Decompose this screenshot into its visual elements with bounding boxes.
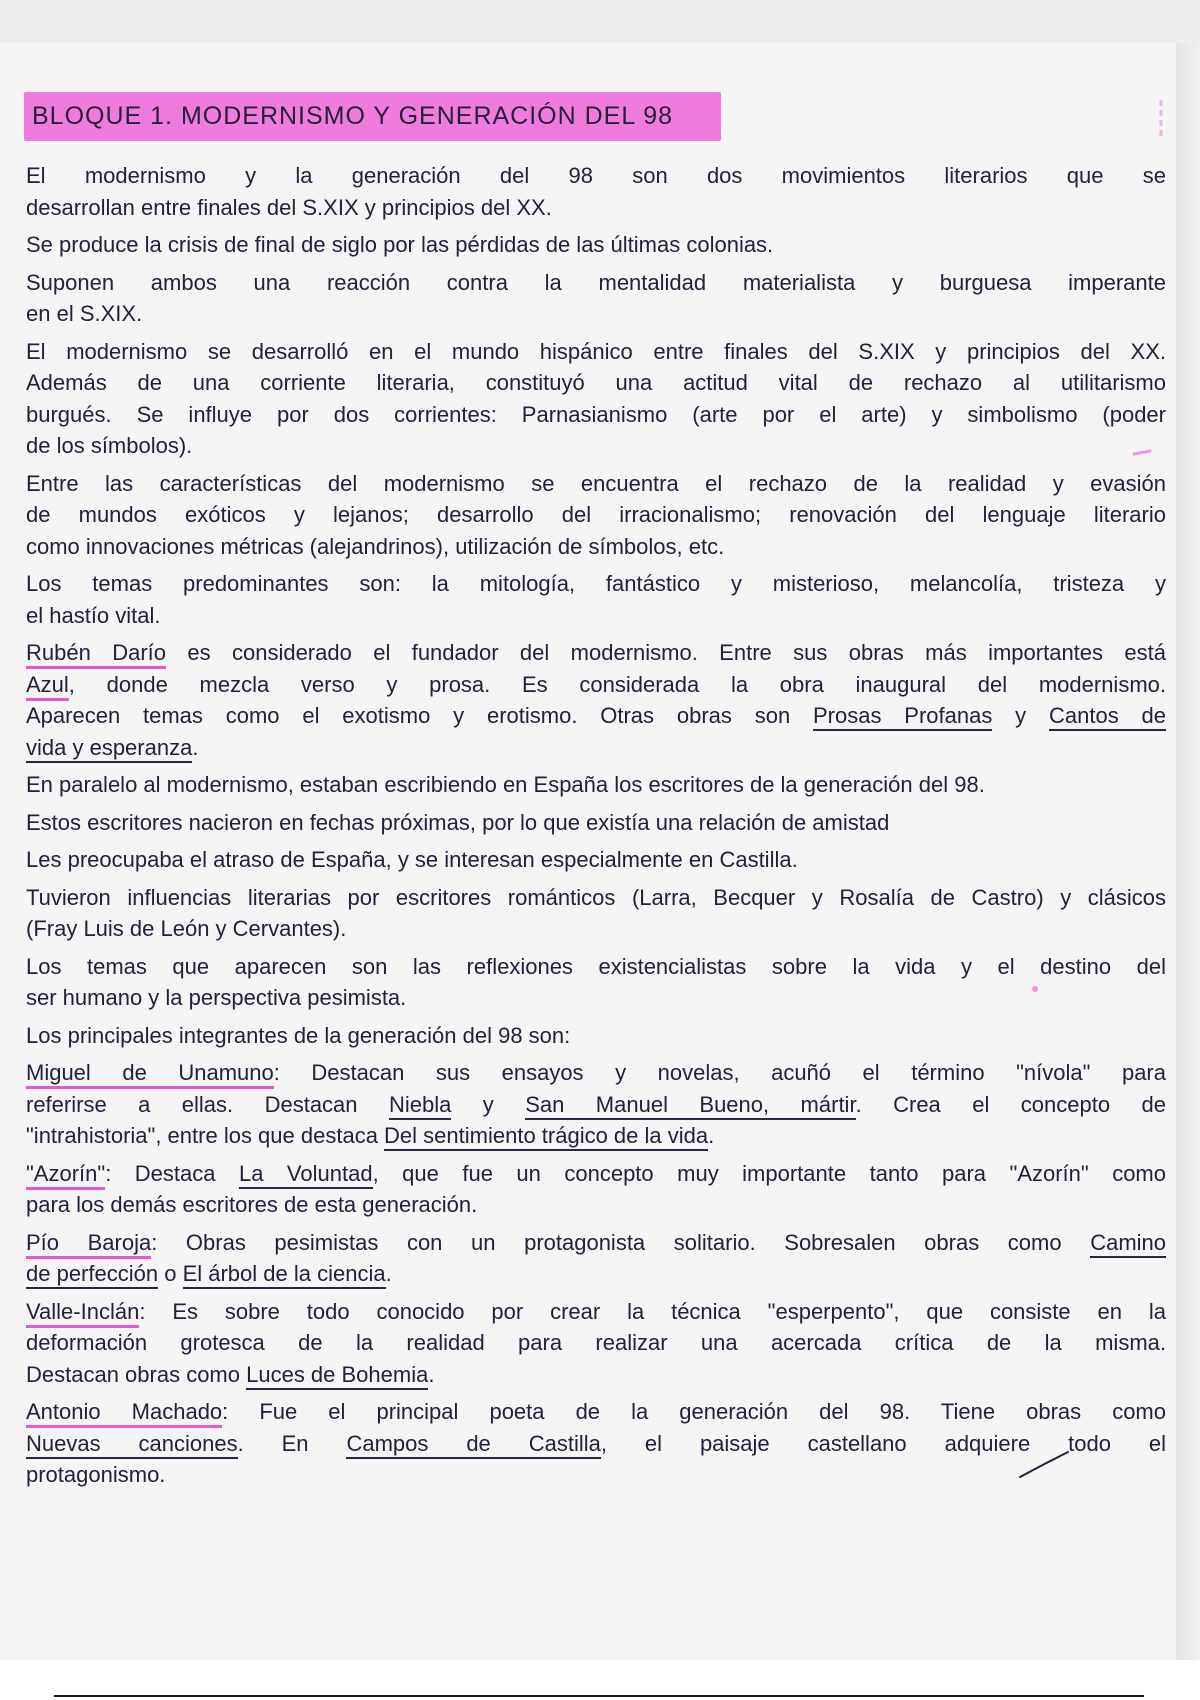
work-title: Cantos de: [1049, 703, 1166, 731]
author-name: Rubén Darío: [26, 640, 166, 669]
text-run: : Destacan sus ensayos y novelas, acuñó el término "nívola" para: [273, 1060, 1166, 1085]
text-run: o: [158, 1261, 183, 1286]
text-line: [26, 229, 1166, 261]
text-run: en el S.XIX.: [26, 301, 143, 326]
text-line: [26, 367, 1166, 399]
text-line: [26, 637, 1166, 669]
text-line: [26, 982, 1166, 1014]
text-run: Aparecen temas como el exotismo y erotismo. Otras obras son: [26, 703, 813, 728]
paragraph: [26, 637, 1166, 763]
text-line: [26, 298, 1166, 330]
text-run: Además de una corriente literaria, constituyó una actitud vital de rechazo al utilitarismo: [26, 370, 1166, 395]
text-run: Entre las características del modernismo se encuentra el rechazo de la realidad y evasión: [26, 470, 1166, 496]
section-title-highlight: [24, 92, 721, 141]
text-run: En paralelo al modernismo, estaban escribiendo en España los escritores de la generación del 98.: [26, 772, 985, 797]
work-title: Nuevas canciones: [26, 1431, 238, 1459]
text-line: [26, 1089, 1166, 1121]
text-run: : Obras pesimistas con un protagonista solitario. Sobresalen obras como: [151, 1229, 1091, 1255]
work-title: Luces de Bohemia: [246, 1362, 428, 1390]
text-run: burgués. Se influye por dos corrientes: Parnasianismo (arte por el arte) y simbolismo (poder: [26, 401, 1166, 427]
text-run: , donde mezcla verso y prosa. Es considerada la obra inaugural del modernismo.: [68, 671, 1166, 697]
text-line: [26, 882, 1166, 914]
text-line: [26, 732, 1166, 764]
text-line: [26, 1459, 1166, 1491]
paragraph: [26, 844, 1166, 876]
text-line: [26, 913, 1166, 945]
text-run: el hastío vital.: [26, 602, 161, 628]
paragraph: [26, 882, 1166, 945]
text-run: referirse a ellas. Destacan: [26, 1091, 389, 1117]
text-run: .: [192, 734, 199, 760]
paragraph: [26, 1227, 1166, 1290]
paragraph: [26, 769, 1166, 801]
text-line: [26, 499, 1166, 531]
text-line: [26, 430, 1166, 462]
work-title: El árbol de la ciencia: [183, 1261, 386, 1289]
text-run: y: [451, 1091, 526, 1117]
work-title: Niebla: [389, 1092, 451, 1120]
paragraph: [26, 468, 1166, 563]
notes-body: [26, 160, 1166, 1491]
text-line: [26, 468, 1166, 500]
text-run: El modernismo se desarrolló en el mundo hispánico entre finales del S.XIX y principios del XX.: [26, 338, 1166, 364]
text-run: El modernismo y la generación del 98 son dos movimientos literarios que se: [26, 163, 1166, 188]
text-line: [26, 844, 1166, 876]
text-run: Estos escritores nacieron en fechas próximas, por lo que existía una relación de amistad: [26, 809, 890, 835]
text-line: [26, 1296, 1166, 1328]
work-title: Prosas Profanas: [813, 703, 992, 731]
text-run: deformación grotesca de la realidad para realizar una acercada crítica de la misma.: [26, 1330, 1166, 1355]
paragraph: [26, 807, 1166, 839]
text-line: [26, 336, 1166, 368]
author-name: Pío Baroja: [26, 1230, 151, 1259]
text-run: para los demás escritores de esta generación.: [26, 1192, 478, 1217]
text-line: [26, 1258, 1166, 1290]
text-run: : Fue el principal poeta de la generación del 98. Tiene obras como: [222, 1399, 1166, 1424]
paragraph: [26, 1296, 1166, 1391]
work-title: San Manuel Bueno, mártir: [525, 1092, 855, 1120]
text-run: : Es sobre todo conocido por crear la técnica "esperpento", que consiste en la: [139, 1298, 1166, 1324]
text-line: [26, 700, 1166, 732]
work-title: vida y esperanza: [26, 735, 192, 763]
text-run: .: [708, 1123, 715, 1148]
text-line: [26, 531, 1166, 563]
text-run: de los símbolos).: [26, 433, 193, 458]
text-run: Los temas predominantes son: la mitología, fantástico y misterioso, melancolía, tristeza y: [26, 571, 1166, 596]
text-run: "intrahistoria", entre los que destaca: [26, 1123, 385, 1148]
text-line: [26, 1396, 1166, 1428]
work-title: de perfección: [26, 1261, 158, 1289]
text-run: Destacan obras como: [26, 1361, 247, 1387]
text-run: desarrollan entre finales del S.XIX y principios del XX.: [26, 194, 552, 220]
text-run: y: [992, 703, 1049, 728]
text-line: [26, 1359, 1166, 1391]
work-title: Del sentimiento trágico de la vida: [384, 1123, 708, 1151]
paragraph: [26, 1057, 1166, 1152]
text-run: .: [428, 1361, 435, 1387]
work-title: Camino: [1090, 1230, 1166, 1258]
text-run: protagonismo.: [26, 1462, 166, 1487]
text-line: [26, 1428, 1166, 1460]
text-run: .: [385, 1261, 392, 1286]
text-line: [26, 1227, 1166, 1259]
text-run: . En: [237, 1430, 347, 1456]
author-name: Valle-Inclán: [26, 1299, 139, 1328]
text-line: [26, 951, 1166, 983]
page-bottom-rule: [54, 1695, 1144, 1697]
text-run: . Crea el concepto de: [855, 1091, 1166, 1117]
paragraph: [26, 1396, 1166, 1491]
text-run: Se produce la crisis de final de siglo por las pérdidas de las últimas colonias.: [26, 232, 774, 257]
paragraph: [26, 229, 1166, 261]
paragraph: [26, 1158, 1166, 1221]
text-run: como innovaciones métricas (alejandrinos), utilización de símbolos, etc.: [26, 533, 725, 559]
paragraph: [26, 1020, 1166, 1052]
text-line: [26, 160, 1166, 192]
text-line: [26, 267, 1166, 299]
text-run: , el paisaje castellano adquiere todo el: [600, 1430, 1167, 1456]
text-run: : Destaca: [105, 1160, 239, 1186]
text-line: [26, 1020, 1166, 1052]
text-run: Los principales integrantes de la generación del 98 son:: [26, 1022, 571, 1048]
text-run: Suponen ambos una reacción contra la mentalidad materialista y burguesa imperante: [26, 269, 1166, 295]
author-name: "Azorín": [26, 1161, 105, 1190]
text-line: [26, 600, 1166, 632]
text-line: [26, 399, 1166, 431]
text-line: [26, 769, 1166, 801]
text-run: (Fray Luis de León y Cervantes).: [26, 916, 347, 941]
text-run: , que fue un concepto muy importante tanto para "Azorín" como: [372, 1160, 1166, 1186]
work-title: Campos de Castilla: [346, 1431, 600, 1459]
author-name: Antonio Machado: [26, 1399, 222, 1428]
paragraph: [26, 336, 1166, 462]
author-name: Azul: [26, 672, 69, 701]
text-run: es considerado el fundador del modernismo. Entre sus obras más importantes está: [166, 640, 1166, 665]
text-run: de mundos exóticos y lejanos; desarrollo del irracionalismo; renovación del lenguaje literario: [26, 502, 1166, 527]
text-line: [26, 1327, 1166, 1359]
text-line: [26, 807, 1166, 839]
page-edge-shadow: [1176, 43, 1200, 1660]
text-run: Les preocupaba el atraso de España, y se interesan especialmente en Castilla.: [26, 847, 798, 872]
text-line: [26, 1057, 1166, 1089]
text-line: [26, 669, 1166, 701]
paragraph: [26, 568, 1166, 631]
text-line: [26, 192, 1166, 224]
work-title: La Voluntad: [239, 1161, 373, 1189]
text-line: [26, 1158, 1166, 1190]
paragraph: [26, 160, 1166, 223]
author-name: Miguel de Unamuno: [26, 1060, 274, 1089]
text-line: [26, 568, 1166, 600]
text-run: Tuvieron influencias literarias por escritores románticos (Larra, Becquer y Rosalía de Castro) y clásicos: [26, 884, 1166, 910]
section-title: BLOQUE 1. MODERNISMO Y GENERACIÓN DEL 98: [32, 102, 674, 130]
paragraph: [26, 951, 1166, 1014]
paragraph: [26, 267, 1166, 330]
text-line: [26, 1189, 1166, 1221]
scan-background: [0, 0, 1200, 43]
text-run: Los temas que aparecen son las reflexiones existencialistas sobre la vida y el destino del: [26, 953, 1166, 979]
text-run: ser humano y la perspectiva pesimista.: [26, 985, 407, 1010]
text-line: [26, 1120, 1166, 1152]
